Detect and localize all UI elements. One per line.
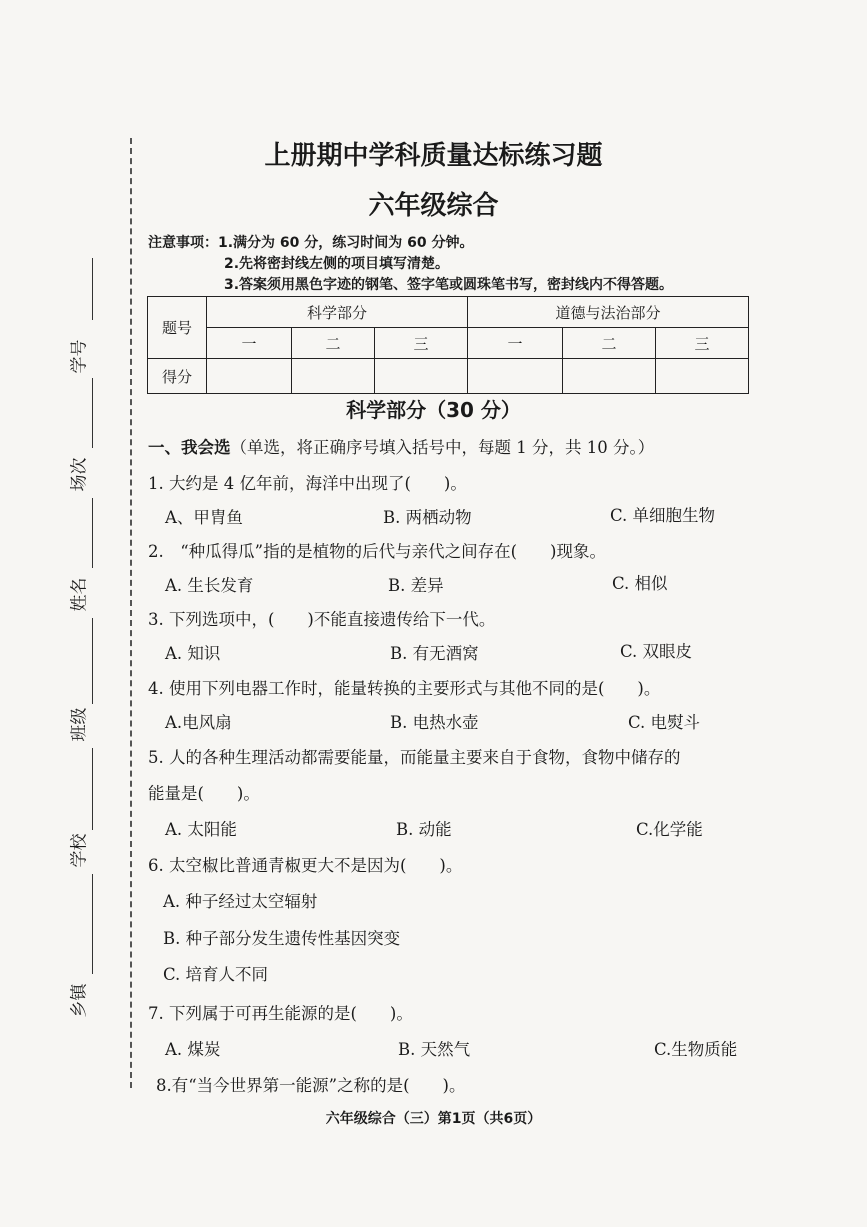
- question-stem: 1. 大约是 4 亿年前，海洋中出现了( )。: [148, 474, 467, 493]
- field-township: 乡镇: [69, 983, 90, 1018]
- group-moral: 道德与法治部分: [468, 297, 749, 328]
- field-session: 场次: [69, 457, 90, 492]
- row-label-number: 题号: [148, 297, 207, 359]
- page-footer: 六年级综合（三）第1页（共6页）: [325, 1111, 542, 1127]
- note-item: 1.满分为 60 分，练习时间为 60 分钟。: [218, 235, 474, 251]
- col-header: 一: [468, 328, 563, 359]
- option-a: A. 太阳能: [165, 820, 237, 839]
- blank-line: [92, 618, 93, 704]
- blank-line: [92, 874, 93, 974]
- field-student-id: 学号: [69, 339, 90, 374]
- blank-line: [92, 498, 93, 568]
- note-item: 2.先将密封线左侧的项目填写清楚。: [224, 256, 450, 272]
- question-stem: 6. 太空椒比普通青椒更大不是因为( )。: [148, 856, 463, 875]
- question-stem-continued: 能量是( )。: [148, 784, 260, 803]
- question-stem: 2. “种瓜得瓜”指的是植物的后代与亲代之间存在( )现象。: [148, 542, 606, 561]
- option-b: B. 种子部分发生遗传性基因突变: [163, 929, 401, 948]
- option-b: B. 电热水壶: [390, 713, 479, 732]
- score-cell[interactable]: [207, 359, 292, 394]
- option-b: B. 有无酒窝: [390, 644, 479, 663]
- question-stem: 5. 人的各种生理活动都需要能量，而能量主要来自于食物，食物中储存的: [148, 748, 681, 767]
- part-heading: [148, 434, 654, 458]
- option-b: B. 差异: [388, 576, 444, 595]
- option-c: C. 电熨斗: [628, 713, 701, 732]
- option-a: A. 生长发育: [165, 576, 254, 595]
- option-b: B. 两栖动物: [383, 508, 472, 527]
- score-cell[interactable]: [468, 359, 563, 394]
- question-stem: 3. 下列选项中，( )不能直接遗传给下一代。: [148, 610, 496, 629]
- group-science: 科学部分: [207, 297, 468, 328]
- option-a: A、甲胄鱼: [165, 508, 243, 527]
- page-title: 上册期中学科质量达标练习题: [264, 141, 603, 171]
- seal-line: [130, 138, 132, 1088]
- option-c: C. 单细胞生物: [610, 506, 716, 525]
- field-school: 学校: [69, 833, 90, 868]
- option-b: B. 动能: [396, 820, 452, 839]
- blank-line: [92, 748, 93, 830]
- option-c: C. 相似: [612, 574, 668, 593]
- col-header: 一: [207, 328, 292, 359]
- option-c: C.化学能: [636, 820, 703, 839]
- option-c: C.生物质能: [654, 1040, 738, 1059]
- blank-line: [92, 258, 93, 320]
- score-table: [147, 296, 749, 394]
- part-label: 一、我会选: [148, 438, 231, 457]
- option-c: C. 双眼皮: [620, 642, 693, 661]
- option-a: A. 煤炭: [165, 1040, 221, 1059]
- question-stem: 8.有“当今世界第一能源”之称的是( )。: [156, 1076, 466, 1095]
- option-b: B. 天然气: [398, 1040, 471, 1059]
- note-item: 3.答案须用黑色字迹的钢笔、签字笔或圆珠笔书写，密封线内不得答题。: [224, 277, 674, 293]
- option-c: C. 培育人不同: [163, 965, 269, 984]
- score-cell[interactable]: [375, 359, 468, 394]
- score-cell[interactable]: [292, 359, 375, 394]
- question-stem: 4. 使用下列电器工作时，能量转换的主要形式与其他不同的是( )。: [148, 679, 661, 698]
- field-class: 班级: [69, 707, 90, 742]
- part-desc: （单选，将正确序号填入括号中，每题 1 分，共 10 分。）: [230, 438, 655, 457]
- notes: [148, 233, 673, 296]
- row-label-score: 得分: [148, 359, 207, 394]
- field-name: 姓名: [69, 577, 90, 612]
- col-header: 三: [375, 328, 468, 359]
- score-cell[interactable]: [656, 359, 749, 394]
- option-a: A. 知识: [165, 644, 221, 663]
- notes-label: 注意事项：: [148, 235, 218, 251]
- score-cell[interactable]: [563, 359, 656, 394]
- page-subtitle: 六年级综合: [368, 191, 499, 221]
- col-header: 二: [563, 328, 656, 359]
- option-a: A. 种子经过太空辐射: [163, 892, 318, 911]
- col-header: 三: [656, 328, 749, 359]
- section-title: 科学部分（30 分）: [346, 398, 521, 422]
- col-header: 二: [292, 328, 375, 359]
- question-stem: 7. 下列属于可再生能源的是( )。: [148, 1004, 413, 1023]
- option-a: A.电风扇: [165, 713, 232, 732]
